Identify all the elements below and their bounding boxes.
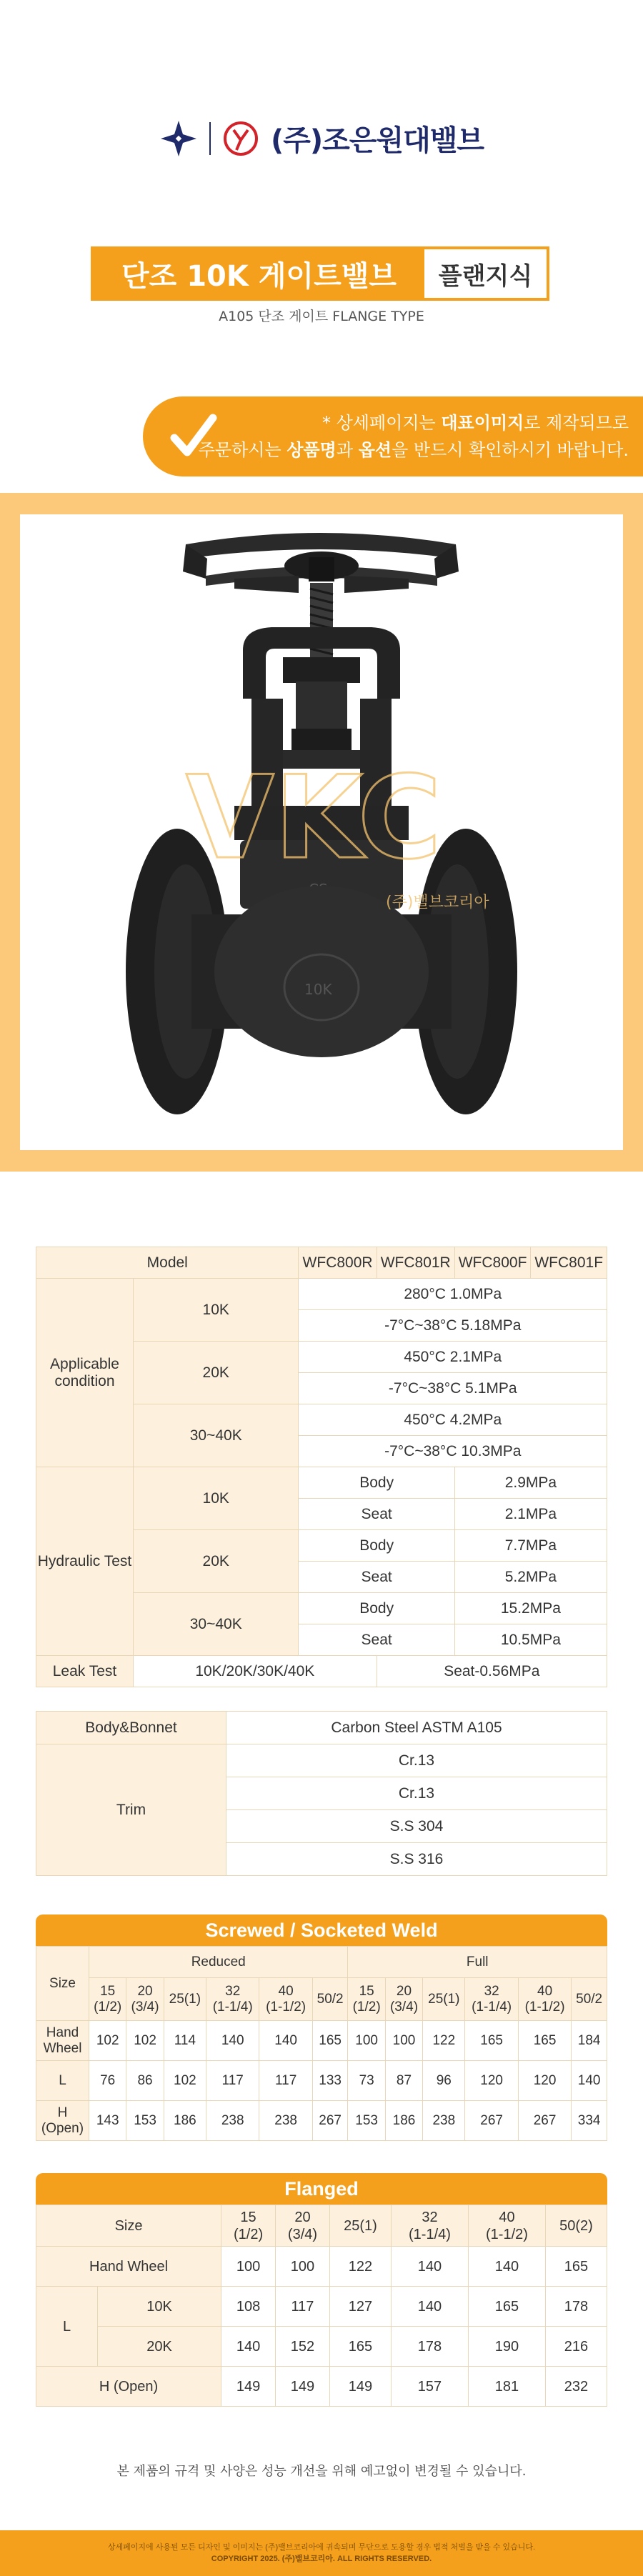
table-row [36, 2205, 607, 2247]
stem-icon [310, 583, 333, 669]
screwed-table [36, 1946, 607, 2141]
h-open-label: H (Open) [36, 2367, 221, 2407]
value-cell: 102 [126, 2021, 164, 2061]
size-value: 15 [100, 1983, 116, 1999]
value-cell: 149 [221, 2367, 276, 2407]
size-cell [329, 2205, 391, 2247]
size-fraction: (3/4) [287, 2226, 318, 2242]
seat-label: Seat [299, 1499, 454, 1530]
spec-table [36, 1247, 607, 1687]
value-cell: 140 [221, 2327, 276, 2367]
table-row [36, 1656, 607, 1687]
size-value: 32 [225, 1983, 241, 1999]
table-row [36, 2061, 607, 2101]
table-row [36, 2021, 607, 2061]
size-cell [348, 1978, 385, 2021]
size-value: 40 [499, 2209, 515, 2225]
seat-label: Seat [299, 1562, 454, 1593]
model-cell: WFC800F [454, 1247, 531, 1279]
l-label: L [36, 2287, 98, 2367]
row-label [36, 2101, 89, 2141]
trim-value: Cr.13 [226, 1777, 607, 1810]
value-cell: 165 [468, 2287, 545, 2327]
valve-body-icon [191, 886, 452, 1057]
size-value: 25(1) [428, 1991, 460, 2007]
hand-wheel-label: Hand Wheel [36, 2247, 221, 2287]
trim-value: S.S 304 [226, 1810, 607, 1843]
value-cell: 76 [89, 2061, 126, 2101]
y-circle-logo-icon [222, 120, 259, 157]
trim-value: Cr.13 [226, 1744, 607, 1777]
value-cell: 165 [545, 2247, 607, 2287]
size-value: 20 [294, 2209, 311, 2225]
material-table [36, 1711, 607, 1876]
product-title: 단조 10K 게이트밸브 [94, 249, 424, 298]
size-value: 40 [537, 1983, 553, 1999]
full-label: Full [348, 1947, 607, 1978]
value-cell: 143 [89, 2101, 126, 2141]
value-cell: 133 [312, 2061, 348, 2101]
reduced-label: Reduced [89, 1947, 348, 1978]
value-cell: 186 [164, 2101, 206, 2141]
flanged-title: Flanged [36, 2173, 607, 2205]
table-row [36, 2287, 607, 2327]
value-cell: 181 [468, 2367, 545, 2407]
size-fraction: (3/4) [389, 1999, 419, 2015]
watermark-text: VKC [186, 751, 442, 884]
size-value: 32 [422, 2209, 438, 2225]
size-fraction: (1-1/4) [409, 2226, 451, 2242]
size-cell [206, 1978, 259, 2021]
value-cell: 73 [348, 2061, 385, 2101]
body-label: Body [299, 1593, 454, 1624]
value-cell: 100 [276, 2247, 330, 2287]
value-cell: 10.5MPa [454, 1624, 607, 1656]
applicable-label: Applicable condition [36, 1279, 134, 1467]
screwed-title: Screwed / Socketed Weld [36, 1914, 607, 1946]
value-cell: 2.9MPa [454, 1467, 607, 1499]
size-fraction: (1-1/2) [524, 1999, 565, 2015]
size-cell [259, 1978, 312, 2021]
body-label: Body [299, 1530, 454, 1562]
value-cell: 165 [518, 2021, 571, 2061]
size-fraction: (1-1/2) [486, 2226, 528, 2242]
value-cell: 153 [348, 2101, 385, 2141]
row-label-line: L [59, 2072, 66, 2088]
value-cell: 122 [423, 2021, 465, 2061]
value-cell: 100 [348, 2021, 385, 2061]
value-cell: 127 [329, 2287, 391, 2327]
row-label-line: (Open) [41, 2120, 84, 2136]
gate-valve-illustration [20, 514, 623, 1150]
size-cell [385, 1978, 422, 2021]
trim-value: S.S 316 [226, 1843, 607, 1876]
value-cell: 122 [329, 2247, 391, 2287]
table-row [36, 1712, 607, 1744]
size-value: 25(1) [169, 1991, 201, 2007]
value-cell: -7°C~38°C 5.18MPa [299, 1310, 607, 1342]
table-row [36, 1247, 607, 1279]
size-value: 25(1) [344, 2217, 377, 2234]
row-label [36, 2061, 89, 2101]
value-cell: 100 [221, 2247, 276, 2287]
value-cell: 5.2MPa [454, 1562, 607, 1593]
value-cell: 450°C 4.2MPa [299, 1404, 607, 1436]
table-row [36, 2327, 607, 2367]
model-header: Model [36, 1247, 299, 1279]
flanged-table [36, 2205, 607, 2407]
table-row [36, 1978, 607, 2021]
value-cell: 267 [465, 2101, 518, 2141]
svg-text:10K: 10K [304, 981, 332, 998]
size-fraction: (3/4) [131, 1999, 159, 2015]
value-cell: 165 [465, 2021, 518, 2061]
value-cell: 120 [465, 2061, 518, 2101]
leak-value: Seat-0.56MPa [377, 1656, 607, 1687]
copyright-bar [0, 2530, 643, 2576]
value-cell: 186 [385, 2101, 422, 2141]
company-name: (주)조은원대밸브 [270, 124, 484, 157]
value-cell: 184 [572, 2021, 607, 2061]
row-label-line: Hand [46, 2025, 79, 2040]
value-cell: 232 [545, 2367, 607, 2407]
value-cell: 102 [164, 2061, 206, 2101]
size-value: 15 [240, 2209, 256, 2225]
product-title-box [91, 246, 549, 301]
product-caption: A105 단조 게이트 FLANGE TYPE [219, 309, 424, 324]
value-cell: 334 [572, 2101, 607, 2141]
value-cell: 190 [468, 2327, 545, 2367]
value-cell: 108 [221, 2287, 276, 2327]
size-label: Size [36, 1947, 89, 2021]
table-row [36, 1947, 607, 1978]
value-cell: 140 [468, 2247, 545, 2287]
value-cell: 140 [572, 2061, 607, 2101]
value-cell: 238 [259, 2101, 312, 2141]
seat-label: Seat [299, 1624, 454, 1656]
size-fraction: (1-1/4) [212, 1999, 253, 2015]
notice-text: * 상세페이지는 대표이미지로 제작되므로 주문하시는 상품명과 옵션을 반드시 확인하시기 바랍니다. [198, 413, 629, 460]
trim-label: Trim [36, 1744, 226, 1876]
copyright-line: COPYRIGHT 2025. (주)밸브코리아. ALL RIGHTS RESERVED. [211, 2555, 432, 2563]
size-value: 32 [484, 1983, 499, 1999]
leak-classes: 10K/20K/30K/40K [134, 1656, 377, 1687]
footnote: 본 제품의 규격 및 사양은 성능 개선을 위해 예고없이 변경될 수 있습니다. [116, 2464, 527, 2479]
size-cell [89, 1978, 126, 2021]
notice-banner [143, 396, 643, 476]
value-cell: 153 [126, 2101, 164, 2141]
value-cell: 157 [391, 2367, 468, 2407]
value-cell: 165 [312, 2021, 348, 2061]
value-cell: 152 [276, 2327, 330, 2367]
body-bonnet-value: Carbon Steel ASTM A105 [226, 1712, 607, 1744]
size-cell [465, 1978, 518, 2021]
table-row [36, 2247, 607, 2287]
size-value: 20 [396, 1983, 412, 1999]
size-cell [276, 2205, 330, 2247]
company-logo [0, 118, 643, 159]
model-cell: WFC800R [299, 1247, 377, 1279]
class-cell: 10K [134, 1467, 299, 1530]
value-cell: 450°C 2.1MPa [299, 1342, 607, 1373]
table-row [36, 1279, 607, 1310]
value-cell: 140 [206, 2021, 259, 2061]
value-cell: 238 [206, 2101, 259, 2141]
value-cell: 280°C 1.0MPa [299, 1279, 607, 1310]
value-cell: 267 [312, 2101, 348, 2141]
value-cell: 216 [545, 2327, 607, 2367]
size-cell [391, 2205, 468, 2247]
leak-test-label: Leak Test [36, 1656, 134, 1687]
size-cell [164, 1978, 206, 2021]
size-value: 50/2 [576, 1991, 603, 2007]
table-row [36, 2101, 607, 2141]
size-fraction: (1/2) [352, 1999, 381, 2015]
class-cell: 20K [134, 1342, 299, 1404]
value-cell: 100 [385, 2021, 422, 2061]
row-label-line: Wheel [43, 2040, 82, 2056]
size-cell [545, 2205, 607, 2247]
value-cell: 15.2MPa [454, 1593, 607, 1624]
value-cell: 178 [391, 2327, 468, 2367]
value-cell: 117 [206, 2061, 259, 2101]
value-cell: -7°C~38°C 10.3MPa [299, 1436, 607, 1467]
size-cell [518, 1978, 571, 2021]
size-value: 15 [359, 1983, 374, 1999]
table-row [36, 1744, 607, 1777]
size-value: 50/2 [316, 1991, 344, 2007]
value-cell: 238 [423, 2101, 465, 2141]
class-cell: 20K [98, 2327, 221, 2367]
size-value: 40 [278, 1983, 294, 1999]
size-cell [126, 1978, 164, 2021]
size-value: 20 [137, 1983, 153, 1999]
size-cell [572, 1978, 607, 2021]
size-value: 50(2) [559, 2217, 593, 2234]
value-cell: 7.7MPa [454, 1530, 607, 1562]
value-cell: 120 [518, 2061, 571, 2101]
value-cell: 178 [545, 2287, 607, 2327]
watermark-subtext: (주)밸브코리아 [386, 894, 489, 912]
class-cell: 30~40K [134, 1404, 299, 1467]
class-cell: 10K [134, 1279, 299, 1342]
size-fraction: (1/2) [94, 1999, 122, 2015]
size-cell [468, 2205, 545, 2247]
value-cell: 117 [259, 2061, 312, 2101]
value-cell: 149 [276, 2367, 330, 2407]
value-cell: 165 [329, 2327, 391, 2367]
table-row [36, 2367, 607, 2407]
value-cell: 140 [391, 2287, 468, 2327]
copyright-line: 상세페이지에 사용된 모든 디자인 및 이미지는 (주)밸브코리아에 귀속되며 무단으로 도용할 경우 법적 처벌을 받을 수 있습니다. [107, 2543, 536, 2552]
product-image-frame [0, 493, 643, 1172]
value-cell: -7°C~38°C 5.1MPa [299, 1373, 607, 1404]
size-fraction: (1-1/4) [472, 1999, 512, 2015]
class-cell: 10K [98, 2287, 221, 2327]
size-fraction: (1-1/2) [266, 1999, 306, 2015]
hydraulic-label: Hydraulic Test [36, 1467, 134, 1656]
row-label [36, 2021, 89, 2061]
body-bonnet-label: Body&Bonnet [36, 1712, 226, 1744]
value-cell: 2.1MPa [454, 1499, 607, 1530]
row-label-line: H [57, 2105, 68, 2120]
size-fraction: (1/2) [233, 2226, 264, 2242]
size-cell [312, 1978, 348, 2021]
body-label: Body [299, 1467, 454, 1499]
value-cell: 102 [89, 2021, 126, 2061]
value-cell: 117 [276, 2287, 330, 2327]
size-cell [423, 1978, 465, 2021]
value-cell: 140 [259, 2021, 312, 2061]
table-row [36, 1467, 607, 1499]
size-label: Size [36, 2205, 221, 2247]
value-cell: 87 [385, 2061, 422, 2101]
value-cell: 114 [164, 2021, 206, 2061]
value-cell: 267 [518, 2101, 571, 2141]
value-cell: 86 [126, 2061, 164, 2101]
class-cell: 20K [134, 1530, 299, 1593]
model-cell: WFC801R [377, 1247, 454, 1279]
product-type: 플랜지식 [424, 249, 547, 298]
class-cell: 30~40K [134, 1593, 299, 1656]
product-image [20, 514, 623, 1150]
size-cell [221, 2205, 276, 2247]
value-cell: 140 [391, 2247, 468, 2287]
model-cell: WFC801F [531, 1247, 607, 1279]
cross-logo-icon [159, 119, 198, 158]
value-cell: 149 [329, 2367, 391, 2407]
logo-divider [209, 122, 211, 155]
value-cell: 96 [423, 2061, 465, 2101]
